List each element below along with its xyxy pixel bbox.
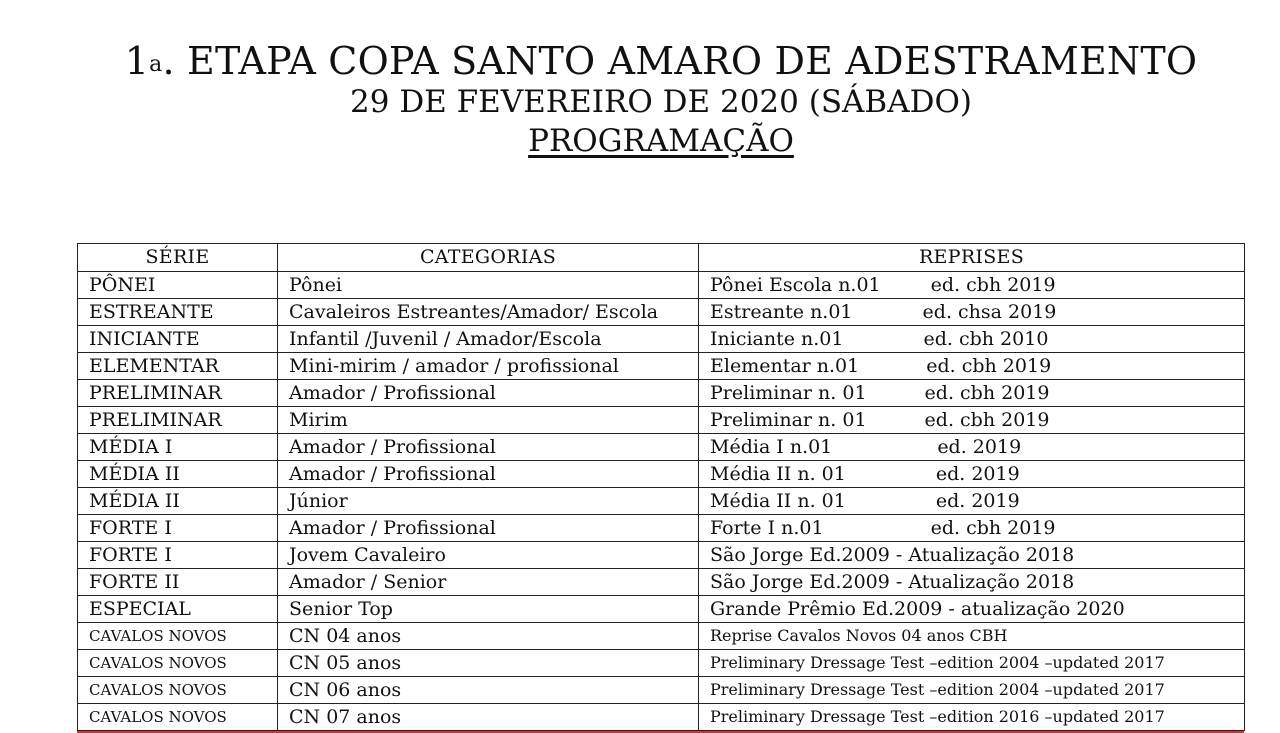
serie-cell: CAVALOS NOVOS	[78, 623, 278, 650]
categoria-cell: Amador / Profissional	[278, 380, 699, 407]
reprise-name: Elementar n.01	[710, 355, 860, 377]
reprise-cell	[699, 434, 1245, 461]
table-row	[78, 380, 1245, 407]
categoria-cell: Júnior	[278, 488, 699, 515]
reprise-edition: ed. 2019	[937, 436, 1022, 458]
event-date: 29 DE FEVEREIRO DE 2020 (SÁBADO)	[350, 84, 972, 120]
categoria-cell: Senior Top	[278, 596, 699, 623]
reprise-cell	[699, 353, 1245, 380]
serie-cell: CAVALOS NOVOS	[78, 677, 278, 704]
reprise-name: Média II n. 01	[710, 463, 846, 485]
serie-cell: MÉDIA II	[78, 461, 278, 488]
serie-cell: MÉDIA II	[78, 488, 278, 515]
reprise-cell	[699, 272, 1245, 299]
serie-cell: ELEMENTAR	[78, 353, 278, 380]
table-row	[78, 650, 1245, 677]
reprise-edition: ed. 2019	[935, 463, 1020, 485]
reprise-edition: ed. cbh 2019	[926, 355, 1052, 377]
table-row	[78, 272, 1245, 299]
reprise-cell	[699, 677, 1245, 704]
table-body	[78, 272, 1245, 731]
table-row	[78, 434, 1245, 461]
serie-cell: ESTREANTE	[78, 299, 278, 326]
reprise-name: Preliminar n. 01	[710, 409, 867, 431]
categoria-cell: Jovem Cavaleiro	[278, 542, 699, 569]
serie-cell: MÉDIA I	[78, 434, 278, 461]
serie-cell: CAVALOS NOVOS	[78, 650, 278, 677]
table-row	[78, 488, 1245, 515]
categoria-cell: Cavaleiros Estreantes/Amador/ Escola	[278, 299, 699, 326]
table-row	[78, 542, 1245, 569]
reprise-name: Preliminar n. 01	[710, 382, 867, 404]
event-title	[0, 38, 1280, 84]
categoria-cell: Infantil /Juvenil / Amador/Escola	[278, 326, 699, 353]
table-row	[78, 677, 1245, 704]
categoria-cell: Amador / Profissional	[278, 515, 699, 542]
reprise-name: Grande Prêmio Ed.2009 - atualização 2020	[710, 598, 1125, 620]
table-row	[78, 704, 1245, 731]
table-row	[78, 326, 1245, 353]
table-row	[78, 623, 1245, 650]
reprise-cell	[699, 650, 1245, 677]
categoria-cell: CN 07 anos	[278, 704, 699, 731]
categoria-cell: Amador / Senior	[278, 569, 699, 596]
title-number: 1	[124, 39, 150, 83]
reprise-edition: ed. cbh 2019	[930, 517, 1056, 539]
table-row	[78, 596, 1245, 623]
reprise-name: São Jorge Ed.2009 - Atualização 2018	[710, 571, 1075, 593]
serie-cell: PÔNEI	[78, 272, 278, 299]
serie-cell: PRELIMINAR	[78, 380, 278, 407]
reprise-cell	[699, 515, 1245, 542]
table-row	[78, 461, 1245, 488]
reprise-name: Reprise Cavalos Novos 04 anos CBH	[710, 626, 1008, 645]
table-header-row	[78, 244, 1245, 272]
table-row	[78, 515, 1245, 542]
categoria-cell: Mirim	[278, 407, 699, 434]
serie-cell: ESPECIAL	[78, 596, 278, 623]
reprise-cell	[699, 299, 1245, 326]
categoria-cell: Amador / Profissional	[278, 461, 699, 488]
reprise-cell	[699, 488, 1245, 515]
categoria-cell: Amador / Profissional	[278, 434, 699, 461]
reprise-name: Preliminary Dressage Test –edition 2016 –updated 2017	[710, 707, 1165, 726]
reprise-edition: ed. chsa 2019	[922, 301, 1057, 323]
serie-cell: PRELIMINAR	[78, 407, 278, 434]
serie-cell: INICIANTE	[78, 326, 278, 353]
reprise-cell	[699, 623, 1245, 650]
reprise-name: Pônei Escola n.01	[710, 274, 881, 296]
reprise-cell	[699, 542, 1245, 569]
column-header-reprises: REPRISES	[699, 244, 1245, 272]
program-table	[77, 243, 1245, 731]
reprise-cell	[699, 407, 1245, 434]
serie-cell: CAVALOS NOVOS	[78, 704, 278, 731]
column-header-serie: SÉRIE	[78, 244, 278, 272]
title-text: . ETAPA COPA SANTO AMARO DE ADESTRAMENTO	[162, 39, 1198, 83]
reprise-edition: ed. cbh 2019	[924, 409, 1050, 431]
reprise-cell	[699, 596, 1245, 623]
categoria-cell: CN 06 anos	[278, 677, 699, 704]
table-row	[78, 299, 1245, 326]
table-row	[78, 407, 1245, 434]
reprise-edition: ed. cbh 2010	[923, 328, 1049, 350]
reprise-name: Preliminary Dressage Test –edition 2004 –updated 2017	[710, 680, 1165, 699]
reprise-cell	[699, 326, 1245, 353]
reprise-cell	[699, 461, 1245, 488]
reprise-name: Média I n.01	[710, 436, 833, 458]
column-header-categorias: CATEGORIAS	[278, 244, 699, 272]
reprise-name: Estreante n.01	[710, 301, 853, 323]
serie-cell: FORTE I	[78, 515, 278, 542]
reprise-edition: ed. cbh 2019	[924, 382, 1050, 404]
reprise-name: São Jorge Ed.2009 - Atualização 2018	[710, 544, 1075, 566]
reprise-cell	[699, 569, 1245, 596]
serie-cell: FORTE I	[78, 542, 278, 569]
categoria-cell: CN 04 anos	[278, 623, 699, 650]
categoria-cell: CN 05 anos	[278, 650, 699, 677]
program-heading: PROGRAMAÇÃO	[528, 123, 794, 159]
categoria-cell: Mini-mirim / amador / profissional	[278, 353, 699, 380]
title-ordinal: a	[149, 52, 163, 77]
reprise-name: Iniciante n.01	[710, 328, 844, 350]
reprise-name: Forte I n.01	[710, 517, 824, 539]
reprise-name: Média II n. 01	[710, 490, 846, 512]
table-row	[78, 353, 1245, 380]
reprise-name: Preliminary Dressage Test –edition 2004 –updated 2017	[710, 653, 1165, 672]
categoria-cell: Pônei	[278, 272, 699, 299]
reprise-edition: ed. 2019	[935, 490, 1020, 512]
serie-cell: FORTE II	[78, 569, 278, 596]
document-header	[0, 38, 1280, 162]
table-row	[78, 569, 1245, 596]
reprise-cell	[699, 380, 1245, 407]
reprise-cell	[699, 704, 1245, 731]
reprise-edition: ed. cbh 2019	[930, 274, 1056, 296]
